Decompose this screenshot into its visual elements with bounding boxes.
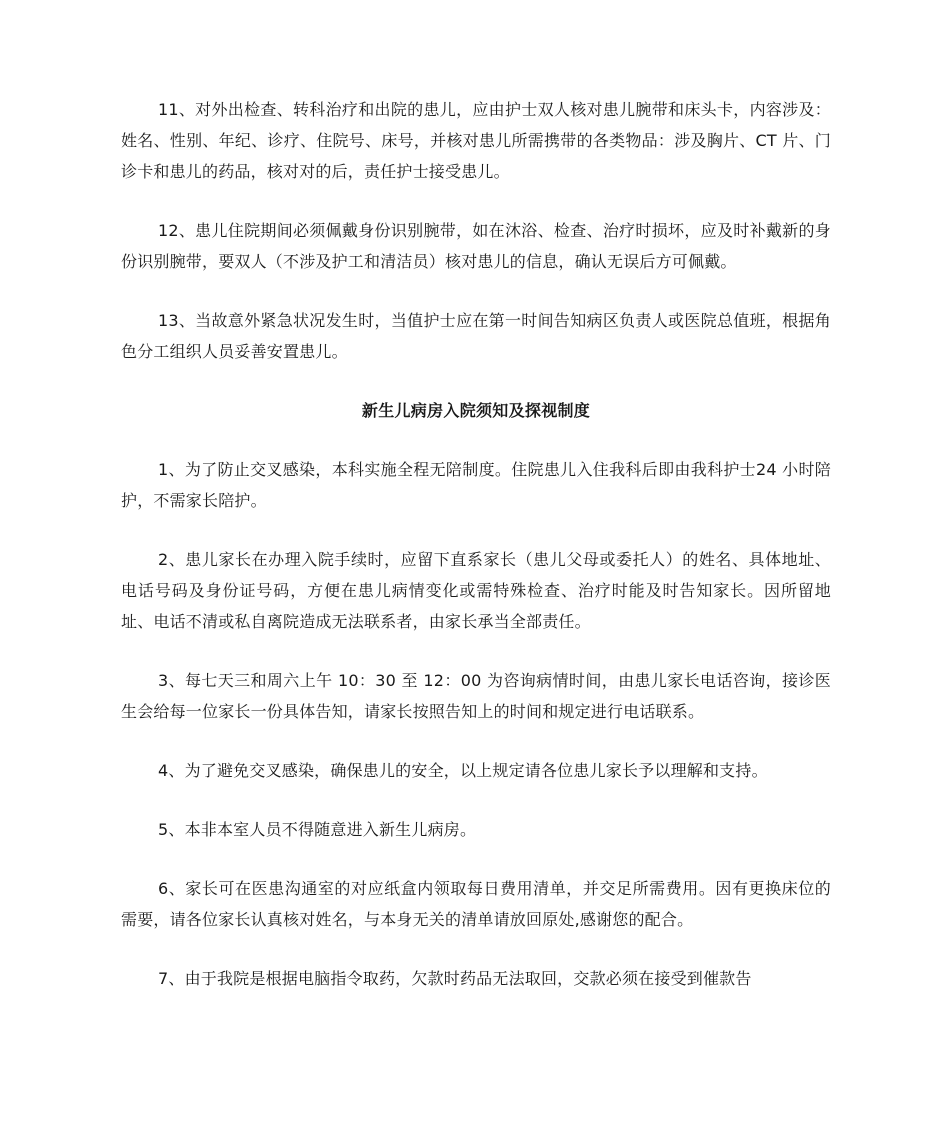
paragraph-item-2: 2、患儿家长在办理入院手续时，应留下直系家长（患儿父母或委托人）的姓名、具体地址、电话号码及身份证号码，方便在患儿病情变化或需特殊检查、治疗时能及时告知家长。因所留地址、电话不清或私自离院造成无法联系者，由家长承当全部责任。 <box>121 550 831 631</box>
paragraph-item-3: 3、每七天三和周六上午 10：30 至 12：00 为咨询病情时间，由患儿家长电话咨询，接诊医生会给每一位家长一份具体告知，请家长按照告知上的时间和规定进行电话联系。 <box>121 671 831 721</box>
paragraph-item-7: 7、由于我院是根据电脑指令取药，欠款时药品无法取回，交款必须在接受到催款告 <box>158 969 752 988</box>
paragraph-gap <box>121 426 831 454</box>
paragraph-gap <box>121 786 831 814</box>
paragraph-gap <box>121 367 831 395</box>
paragraph-item-5: 5、本非本室人员不得随意进入新生儿病房。 <box>158 820 477 839</box>
paragraph-item-11: 11、对外出检查、转科治疗和出院的患儿，应由护士双人核对患儿腕带和床头卡，内容涉及：姓名、性别、年纪、诊疗、住院号、床号，并核对患儿所需携带的各类物品：涉及胸片、CT 片、门诊卡和患儿的药品，核对对的后，责任护士接受患儿。 <box>121 100 831 181</box>
document-body <box>121 94 831 994</box>
paragraph-gap <box>121 935 831 963</box>
paragraph-item-1: 1、为了防止交叉感染，本科实施全程无陪制度。住院患儿入住我科后即由我科护士24 小时陪护，不需家长陪护。 <box>121 460 831 510</box>
paragraph-item-12: 12、患儿住院期间必须佩戴身份识别腕带，如在沐浴、检查、治疗时损坏，应及时补戴新的身份识别腕带，要双人（不涉及护工和清洁员）核对患儿的信息，确认无误后方可佩戴。 <box>121 221 831 271</box>
paragraph-item-4: 4、为了避免交叉感染，确保患儿的安全，以上规定请各位患儿家长予以理解和支持。 <box>158 761 768 780</box>
paragraph-gap <box>121 727 831 755</box>
paragraph-gap <box>121 277 831 305</box>
paragraph-gap <box>121 845 831 873</box>
paragraph-item-6: 6、家长可在医患沟通室的对应纸盒内领取每日费用清单，并交足所需费用。因有更换床位的需要，请各位家长认真核对姓名，与本身无关的清单请放回原处,感谢您的配合。 <box>121 879 831 929</box>
paragraph-gap <box>121 187 831 215</box>
paragraph-gap <box>121 516 831 544</box>
paragraph-gap <box>121 637 831 665</box>
paragraph-item-13: 13、当故意外紧急状况发生时，当值护士应在第一时间告知病区负责人或医院总值班，根据角色分工组织人员妥善安置患儿。 <box>121 311 831 361</box>
section-title: 新生儿病房入院须知及探视制度 <box>361 401 591 420</box>
